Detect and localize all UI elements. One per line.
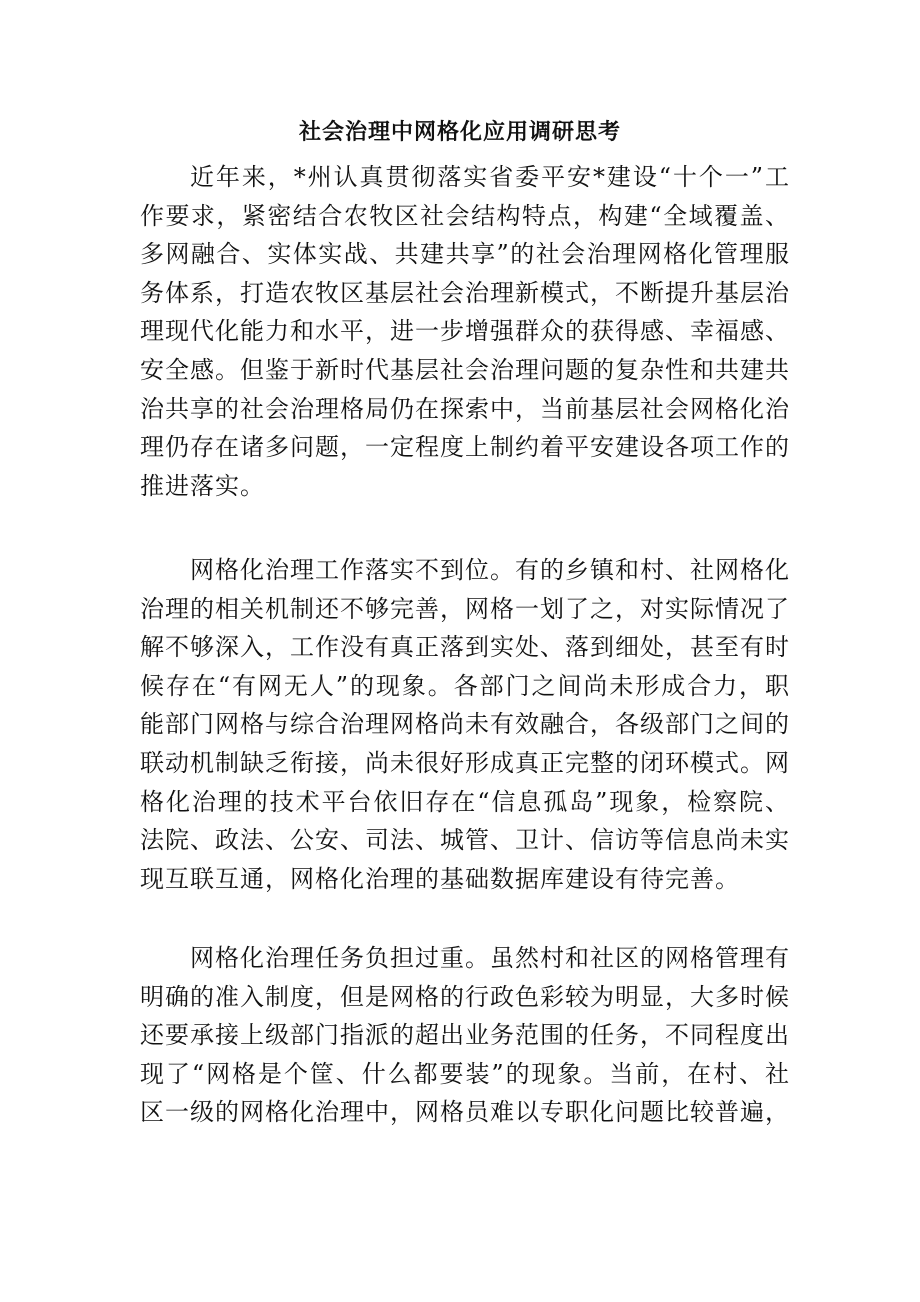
paragraph-burden: 网格化治理任务负担过重。虽然村和社区的网格管理有明确的准入制度，但是网格的行政色彩较为明显，大多时候还要承接上级部门指派的超出业务范围的任务，不同程度出现了“网格是个筐、什么都要装”的现象。当前，在村、社区一级的网格化治理中，网格员难以专职化问题比较普遍， bbox=[140, 944, 790, 1127]
paragraph-intro: 近年来，*州认真贯彻落实省委平安*建设“十个一”工作要求，紧密结合农牧区社会结构特点，构建“全域覆盖、多网融合、实体实战、共建共享”的社会治理网格化管理服务体系，打造农牧区基层社会治理新模式，不断提升基层治理现代化能力和水平，进一步增强群众的获得感、幸福感、安全感。但鉴于新时代基层社会治理问题的复杂性和共建共治共享的社会治理格局仍在探索中，当前基层社会网格化治理仍存在诸多问题，一定程度上制约着平安建设各项工作的推进落实。 bbox=[140, 163, 790, 500]
paragraph-implementation: 网格化治理工作落实不到位。有的乡镇和村、社网格化治理的相关机制还不够完善，网格一划了之，对实际情况了解不够深入，工作没有真正落到实处、落到细处，甚至有时候存在“有网无人”的现象。各部门之间尚未形成合力，职能部门网格与综合治理网格尚未有效融合，各级部门之间的联动机制缺乏衔接，尚未很好形成真正完整的闭环模式。网格化治理的技术平台依旧存在“信息孤岛”现象，检察院、法院、政法、公安、司法、城管、卫计、信访等信息尚未实现互联互通，网格化治理的基础数据库建设有待完善。 bbox=[140, 556, 790, 893]
document-title: 社会治理中网格化应用调研思考 bbox=[298, 119, 621, 145]
